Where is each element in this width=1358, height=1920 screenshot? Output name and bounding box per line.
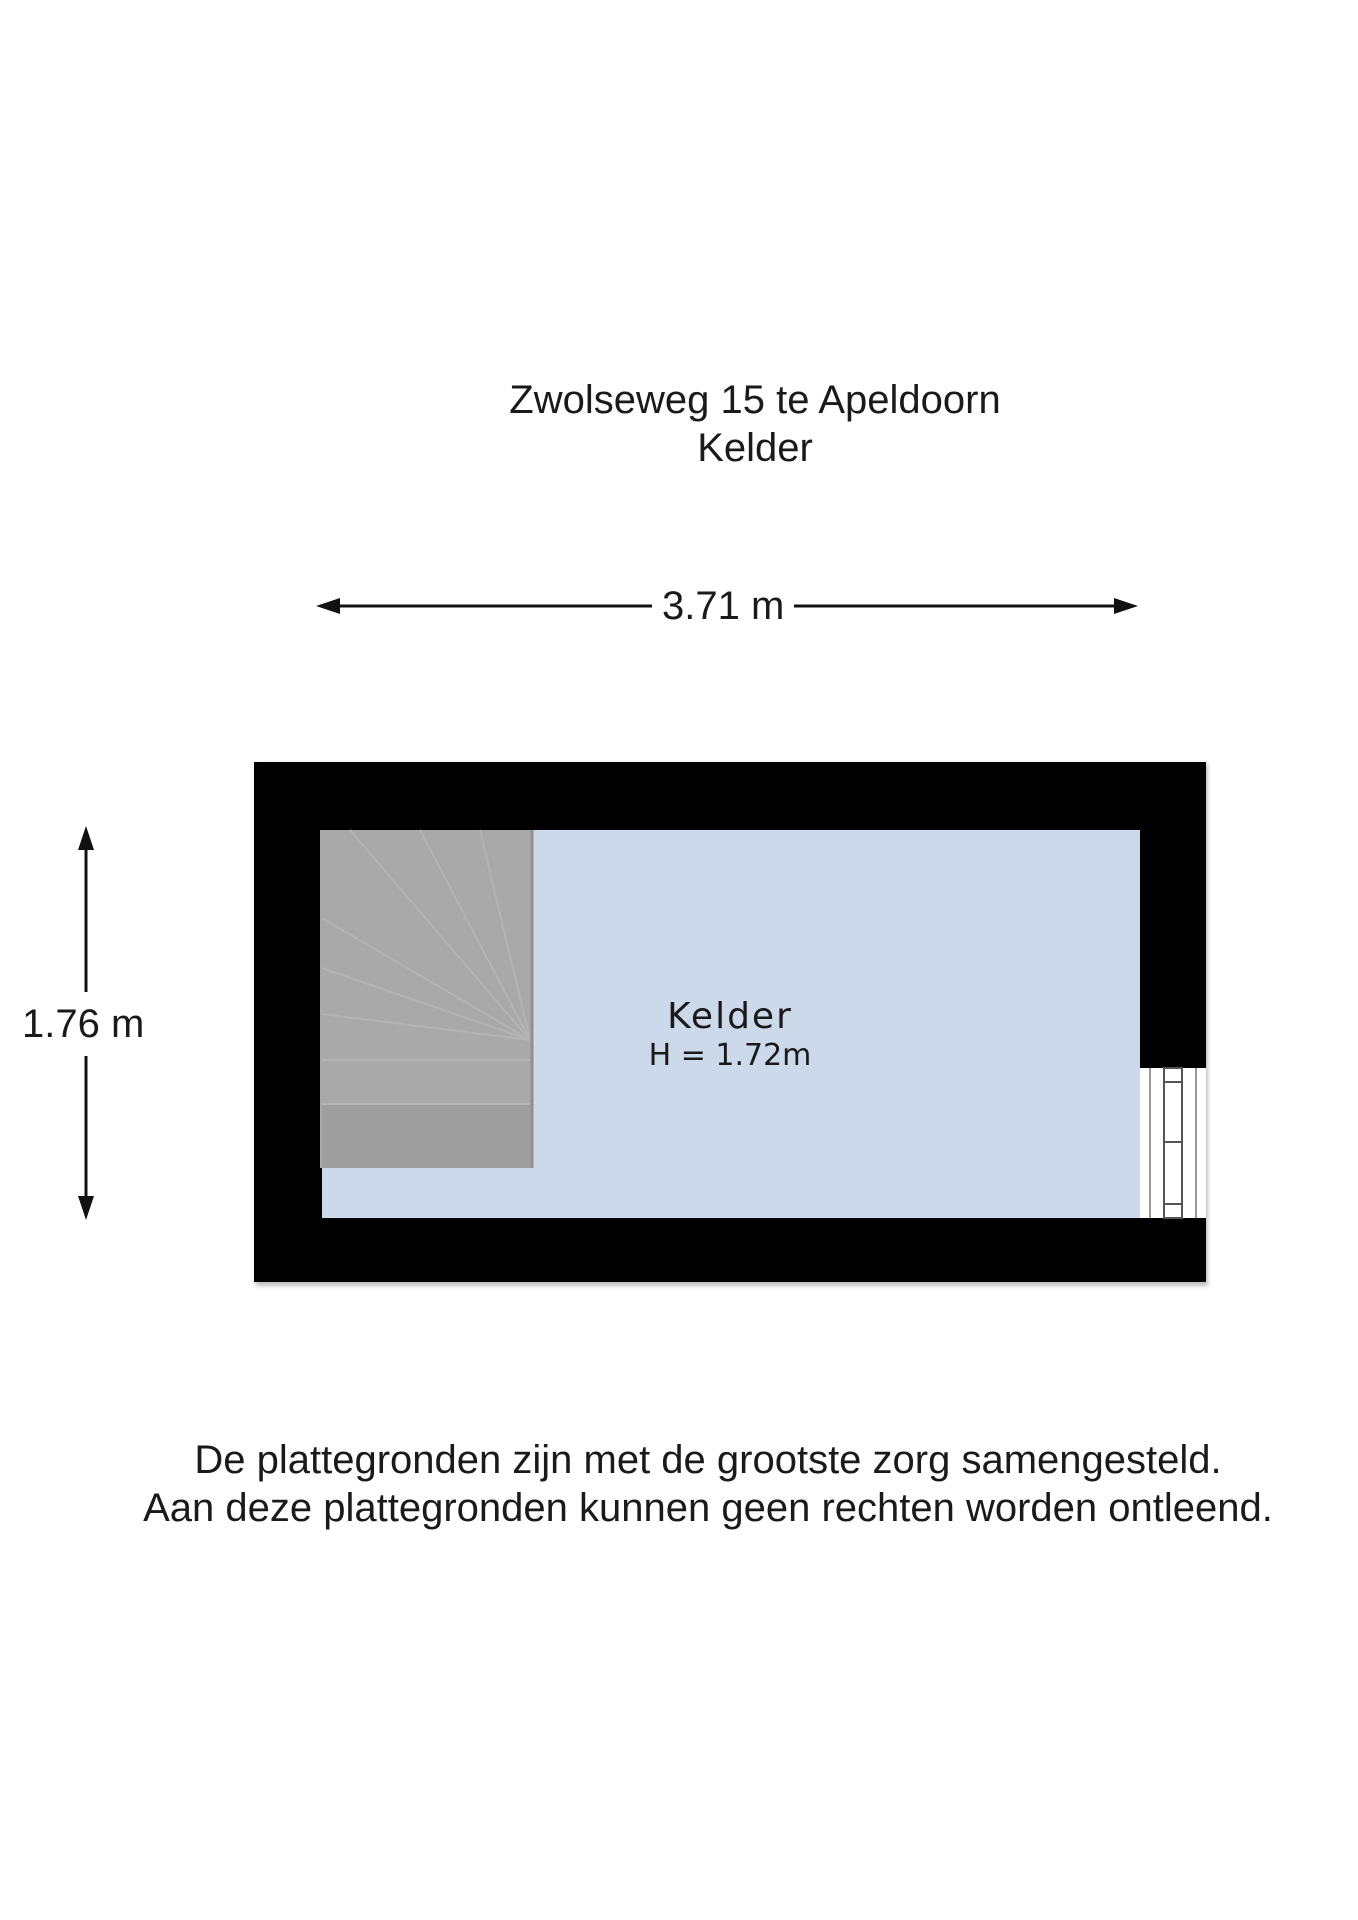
window [1140,1068,1206,1218]
room-ceiling-height-label: H = 1.72m [648,1038,812,1073]
room-name-label: Kelder [667,996,793,1037]
height-dimension-label: 1.76 m [22,992,144,1056]
disclaimer-line-1: De plattegronden zijn met de grootste zorg samengesteld. [194,1438,1222,1482]
staircase [320,830,532,1168]
plan-title-floor: Kelder [697,426,813,470]
width-dimension-label: 3.71 m [652,582,794,630]
plan-title-address: Zwolseweg 15 te Apeldoorn [509,378,1001,422]
disclaimer-line-2: Aan deze plattegronden kunnen geen rechten worden ontleend. [143,1486,1273,1530]
